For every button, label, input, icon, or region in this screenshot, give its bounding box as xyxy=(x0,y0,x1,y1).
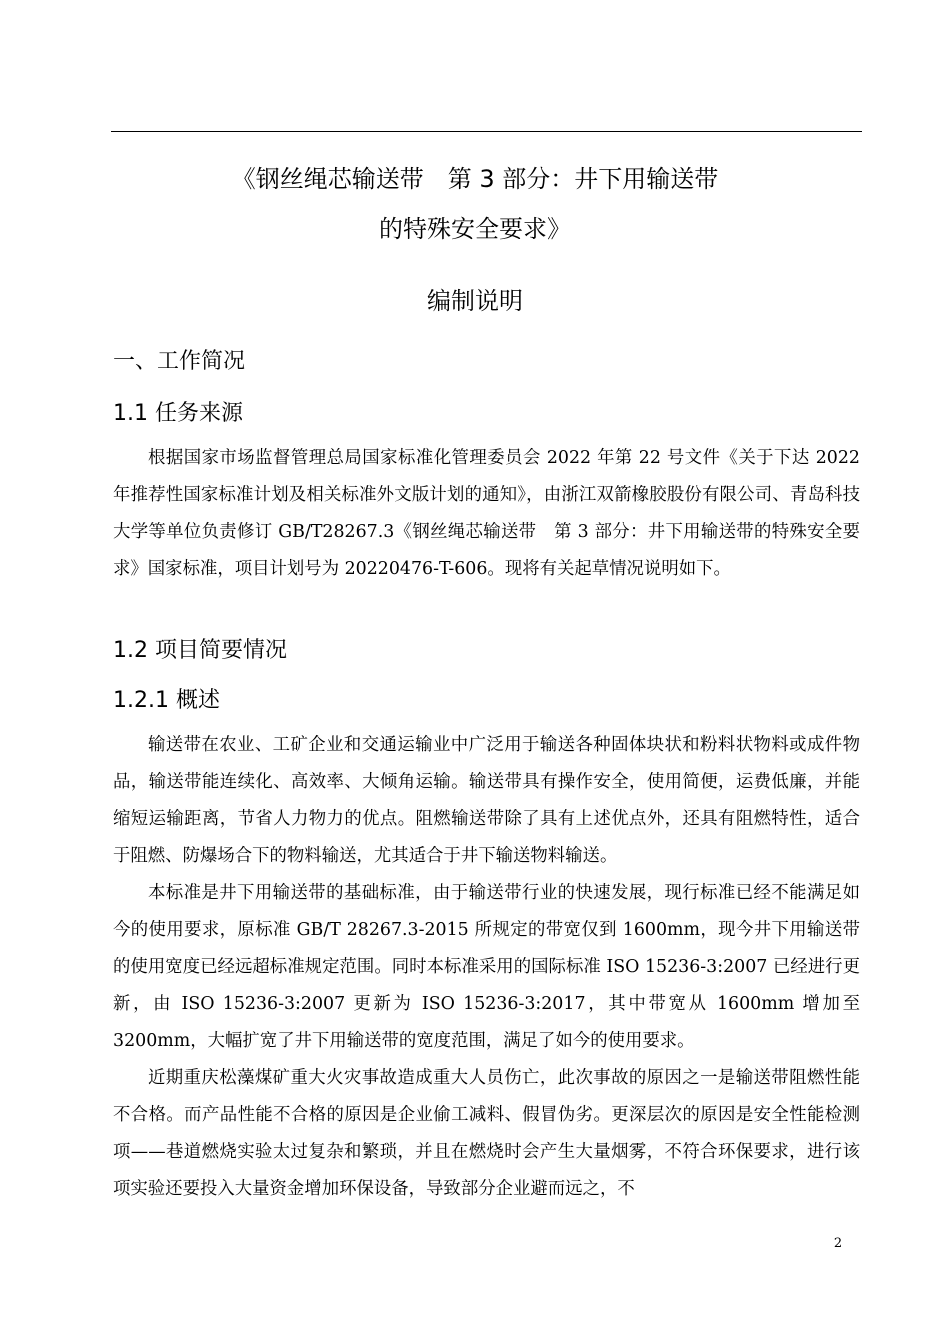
section-1-heading: 一、工作简况 xyxy=(113,349,246,374)
overview-paragraph-2: 本标准是井下用输送带的基础标准，由于输送带行业的快速发展，现行标准已经不能满足如今的使用要求，原标准 GB/T 28267.3-2015 所规定的带宽仅到 1600mm，现今井下用输送带的使用宽度已经远超标准规定范围。同时本标准采用的国际标准 ISO 15236-3:2007 已经进行更新，由 ISO 15236-3:2007 更新为 ISO 15236-3:2017，其中带宽从 1600mm 增加至 3200mm，大幅扩宽了井下用输送带的宽度范围，满足了如今的使用要求。 xyxy=(113,883,860,1051)
document-title-line-2: 的特殊安全要求》 xyxy=(379,215,571,243)
section-1-2-heading: 1.2 项目简要情况 xyxy=(113,638,287,663)
overview-paragraph-3: 近期重庆松藻煤矿重大火灾事故造成重大人员伤亡，此次事故的原因之一是输送带阻燃性能不合格。而产品性能不合格的原因是企业偷工减料、假冒伪劣。更深层次的原因是安全性能检测项——巷道燃烧实验太过复杂和繁琐，并且在燃烧时会产生大量烟雾，不符合环保要求，进行该项实验还要投入大量资金增加环保设备，导致部分企业避而远之，不 xyxy=(113,1068,860,1199)
document-title-line-1: 《钢丝绳芯输送带 第 3 部分：井下用输送带 xyxy=(231,165,719,193)
overview-paragraph-1: 输送带在农业、工矿企业和交通运输业中广泛用于输送各种固体块状和粉料状物料或成件物品，输送带能连续化、高效率、大倾角运输。输送带具有操作安全，使用简便，运费低廉，并能缩短运输距离，节省人力物力的优点。阻燃输送带除了具有上述优点外，还具有阻燃特性，适合于阻燃、防爆场合下的物料输送，尤其适合于井下输送物料输送。 xyxy=(113,735,860,866)
header-rule xyxy=(111,131,862,132)
document-subtitle: 编制说明 xyxy=(427,287,523,315)
section-1-2-1-heading: 1.2.1 概述 xyxy=(113,688,220,713)
page-number: 2 xyxy=(833,1236,843,1251)
section-1-1-heading: 1.1 任务来源 xyxy=(113,401,243,426)
source-paragraph: 根据国家市场监督管理总局国家标准化管理委员会 2022 年第 22 号文件《关于下达 2022 年推荐性国家标准计划及相关标准外文版计划的通知》，由浙江双箭橡胶股份有限公司、青岛科技大学等单位负责修订 GB/T28267.3《钢丝绳芯输送带 第 3 部分：井下用输送带的特殊安全要求》国家标准，项目计划号为 20220476-T-606。现将有关起草情况说明如下。 xyxy=(113,448,860,579)
